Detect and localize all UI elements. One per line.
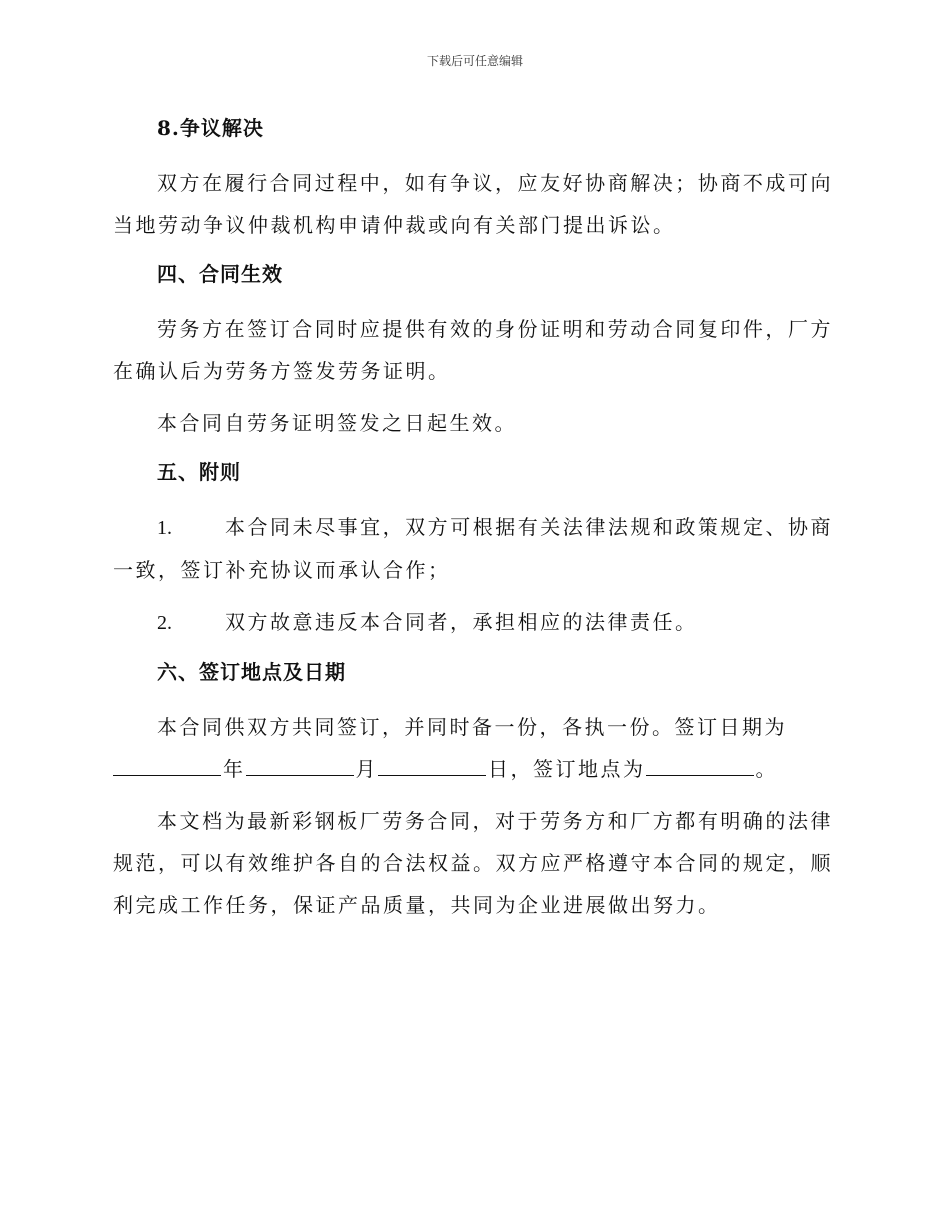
- day-label: 日，签订地点为: [488, 757, 646, 781]
- day-blank: [378, 753, 486, 776]
- list-number: 1.: [157, 517, 172, 539]
- place-blank: [646, 753, 754, 776]
- signing-blanks-line: [113, 748, 833, 790]
- paragraph-effective-1: 劳务方在签订合同时应提供有效的身份证明和劳动合同复印件，厂方在确认后为劳务方签发劳务证明。: [113, 317, 833, 383]
- end-punctuation: 。: [755, 757, 778, 781]
- list-item-text: 本合同未尽事宜，双方可根据有关法律法规和政策规定、协商一致，签订补充协议而承认合作；: [113, 515, 833, 582]
- list-item-1: [113, 506, 833, 591]
- signing-text: 本合同供双方共同签订，并同时备一份，各执一份。签订日期为: [157, 715, 787, 739]
- paragraph-dispute: 双方在履行合同过程中，如有争议，应友好协商解决；协商不成可向当地劳动争议仲裁机构申请仲裁或向有关部门提出诉讼。: [113, 171, 833, 237]
- list-number: 2.: [157, 612, 172, 634]
- list-item-2: [113, 601, 833, 644]
- section-heading-supplementary: 五、附则: [157, 460, 241, 484]
- section-heading-effective: 四、合同生效: [157, 262, 283, 286]
- section-heading-signing: 六、签订地点及日期: [157, 660, 346, 684]
- month-label: 月: [355, 757, 378, 781]
- paragraph-summary: 本文档为最新彩钢板厂劳务合同，对于劳务方和厂方都有明确的法律规范，可以有效维护各自的合法权益。双方应严格遵守本合同的规定，顺利完成工作任务，保证产品质量，共同为企业进展做出努力。: [113, 809, 833, 917]
- month-blank: [246, 753, 354, 776]
- year-blank: [113, 753, 221, 776]
- paragraph-effective-2: 本合同自劳务证明签发之日起生效。: [157, 411, 517, 435]
- year-label: 年: [223, 757, 246, 781]
- paragraph-signing-date: [113, 706, 833, 790]
- document-body: [113, 110, 833, 936]
- page-header: 下载后可任意编辑: [426, 54, 523, 68]
- section-heading-dispute: 8.争议解决: [157, 116, 264, 140]
- list-item-text: 双方故意违反本合同者，承担相应的法律责任。: [225, 610, 698, 634]
